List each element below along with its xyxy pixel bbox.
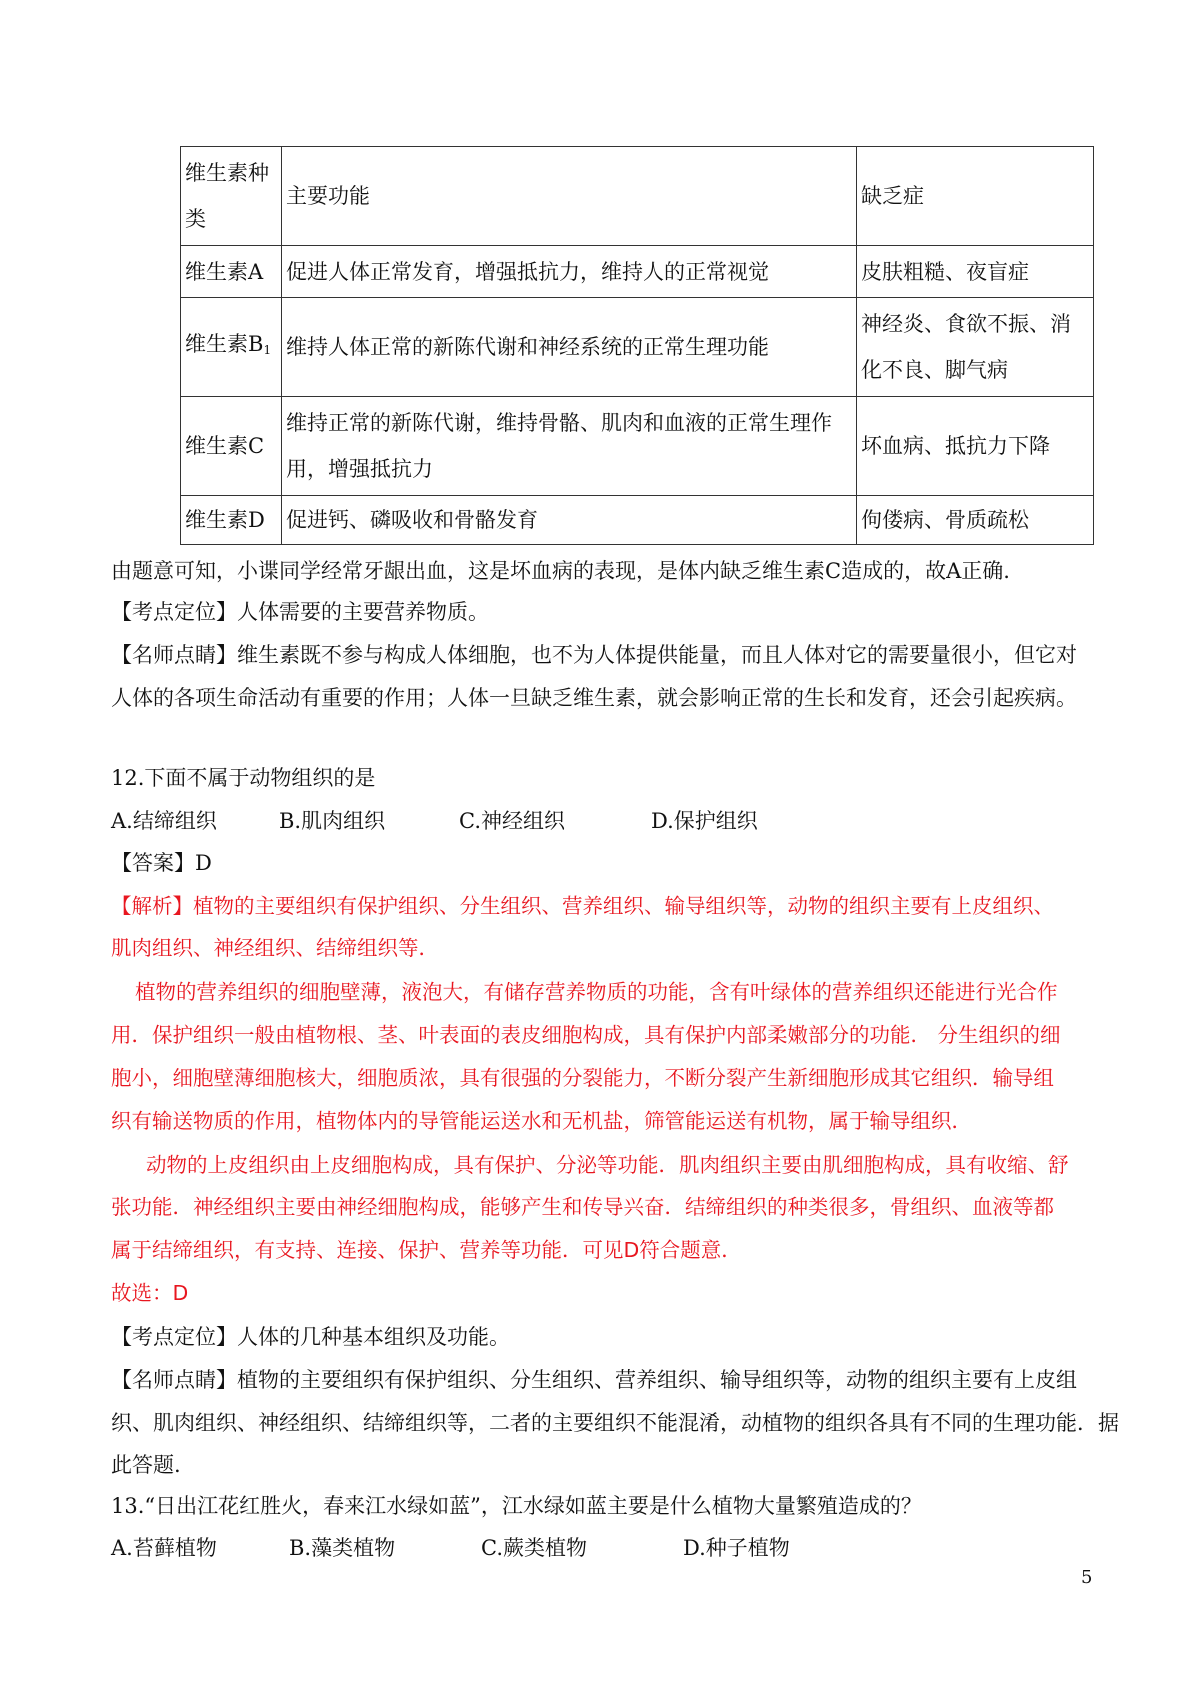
q12-options bbox=[111, 806, 1111, 836]
q12-analysis-line: 故选：D bbox=[111, 1281, 189, 1305]
q13-question: 13.“日出江花红胜火，春来江水绿如蓝”，江水绿如蓝主要是什么植物大量繁殖造成的？ bbox=[111, 1494, 922, 1518]
table-header-row bbox=[181, 147, 1094, 246]
q12-analysis-line: 用．保护组织一般由植物根、茎、叶表面的表皮细胞构成，具有保护内部柔嫩部分的功能． 分生组织的细 bbox=[111, 1023, 1061, 1047]
q12-answer: 【答案】D bbox=[111, 851, 212, 875]
q13-option-c: C.蕨类植物 bbox=[481, 1536, 587, 1560]
header-function: 主要功能 bbox=[282, 147, 857, 246]
q13-option-b: B.藻类植物 bbox=[289, 1536, 396, 1560]
q11-kaodian: 【考点定位】人体需要的主要营养物质。 bbox=[111, 600, 489, 624]
q12-analysis-line: 胞小，细胞壁薄细胞核大，细胞质浓，具有很强的分裂能力，不断分裂产生新细胞形成其它组织．输导组 bbox=[111, 1066, 1054, 1090]
q12-mingshi-line: 此答题. bbox=[111, 1453, 181, 1477]
vitamin-table bbox=[180, 146, 1094, 545]
q11-mingshi-line: 【名师点睛】维生素既不参与构成人体细胞，也不为人体提供能量，而且人体对它的需要量很小，但它对 bbox=[111, 643, 1077, 667]
vitamin-function: 维持正常的新陈代谢，维持骨骼、肌肉和血液的正常生理作用，增强抵抗力 bbox=[282, 397, 857, 496]
q12-option-b: B.肌肉组织 bbox=[279, 809, 386, 833]
vitamin-type: 维生素A bbox=[181, 246, 282, 298]
q12-option-c: C.神经组织 bbox=[459, 809, 565, 833]
q12-kaodian: 【考点定位】人体的几种基本组织及功能。 bbox=[111, 1325, 510, 1349]
q11-mingshi-line: 人体的各项生命活动有重要的作用；人体一旦缺乏维生素，就会影响正常的生长和发育，还会引起疾病。 bbox=[111, 686, 1077, 710]
q12-question: 12.下面不属于动物组织的是 bbox=[111, 766, 376, 790]
vitamin-deficiency: 皮肤粗糙、夜盲症 bbox=[857, 246, 1094, 298]
vitamin-type: 维生素C bbox=[181, 397, 282, 496]
table-row bbox=[181, 246, 1094, 298]
table-row bbox=[181, 496, 1094, 545]
q12-analysis-line: 张功能．神经组织主要由神经细胞构成，能够产生和传导兴奋．结缔组织的种类很多，骨组织、血液等都 bbox=[111, 1195, 1054, 1219]
q12-analysis-line: 属于结缔组织，有支持、连接、保护、营养等功能．可见D符合题意． bbox=[111, 1238, 742, 1262]
vitamin-type: 维生素D bbox=[181, 496, 282, 545]
header-type: 维生素种类 bbox=[181, 147, 282, 246]
q12-option-a: A.结缔组织 bbox=[111, 809, 217, 833]
q12-analysis-line: 动物的上皮组织由上皮细胞构成，具有保护、分泌等功能．肌肉组织主要由肌细胞构成，具有收缩、舒 bbox=[146, 1153, 1069, 1177]
q13-option-a: A.苔藓植物 bbox=[111, 1536, 217, 1560]
vitamin-function: 促进人体正常发育，增强抵抗力，维持人的正常视觉 bbox=[282, 246, 857, 298]
q12-analysis-line: 植物的营养组织的细胞壁薄，液泡大，有储存营养物质的功能，含有叶绿体的营养组织还能进行光合作 bbox=[135, 980, 1058, 1004]
q12-analysis-line: 织有输送物质的作用，植物体内的导管能运送水和无机盐，筛管能运送有机物，属于输导组织． bbox=[111, 1109, 972, 1133]
q12-mingshi-line: 织、肌肉组织、神经组织、结缔组织等，二者的主要组织不能混淆，动植物的组织各具有不同的生理功能．据 bbox=[111, 1411, 1119, 1435]
table-row bbox=[181, 298, 1094, 397]
header-deficiency: 缺乏症 bbox=[857, 147, 1094, 246]
q11-conclusion: 由题意可知，小谍同学经常牙龈出血，这是坏血病的表现，是体内缺乏维生素C造成的，故A正确. bbox=[111, 559, 1010, 583]
table-row bbox=[181, 397, 1094, 496]
q13-options bbox=[111, 1533, 1111, 1563]
vitamin-deficiency: 神经炎、食欲不振、消化不良、脚气病 bbox=[857, 298, 1094, 397]
vitamin-deficiency: 坏血病、抵抗力下降 bbox=[857, 397, 1094, 496]
q12-mingshi-line: 【名师点睛】植物的主要组织有保护组织、分生组织、营养组织、输导组织等，动物的组织主要有上皮组 bbox=[111, 1368, 1077, 1392]
q12-analysis-line: 肌肉组织、神经组织、结缔组织等． bbox=[111, 936, 439, 960]
vitamin-type: 维生素$B_1$ bbox=[181, 298, 282, 397]
vitamin-deficiency: 佝偻病、骨质疏松 bbox=[857, 496, 1094, 545]
q13-option-d: D.种子植物 bbox=[683, 1536, 790, 1560]
q12-option-d: D.保护组织 bbox=[651, 809, 758, 833]
q12-analysis-line: 【解析】植物的主要组织有保护组织、分生组织、营养组织、输导组织等，动物的组织主要有上皮组织、 bbox=[111, 894, 1054, 918]
vitamin-function: 促进钙、磷吸收和骨骼发育 bbox=[282, 496, 857, 545]
vitamin-function: 维持人体正常的新陈代谢和神经系统的正常生理功能 bbox=[282, 298, 857, 397]
page-number: 5 bbox=[1081, 1567, 1093, 1588]
